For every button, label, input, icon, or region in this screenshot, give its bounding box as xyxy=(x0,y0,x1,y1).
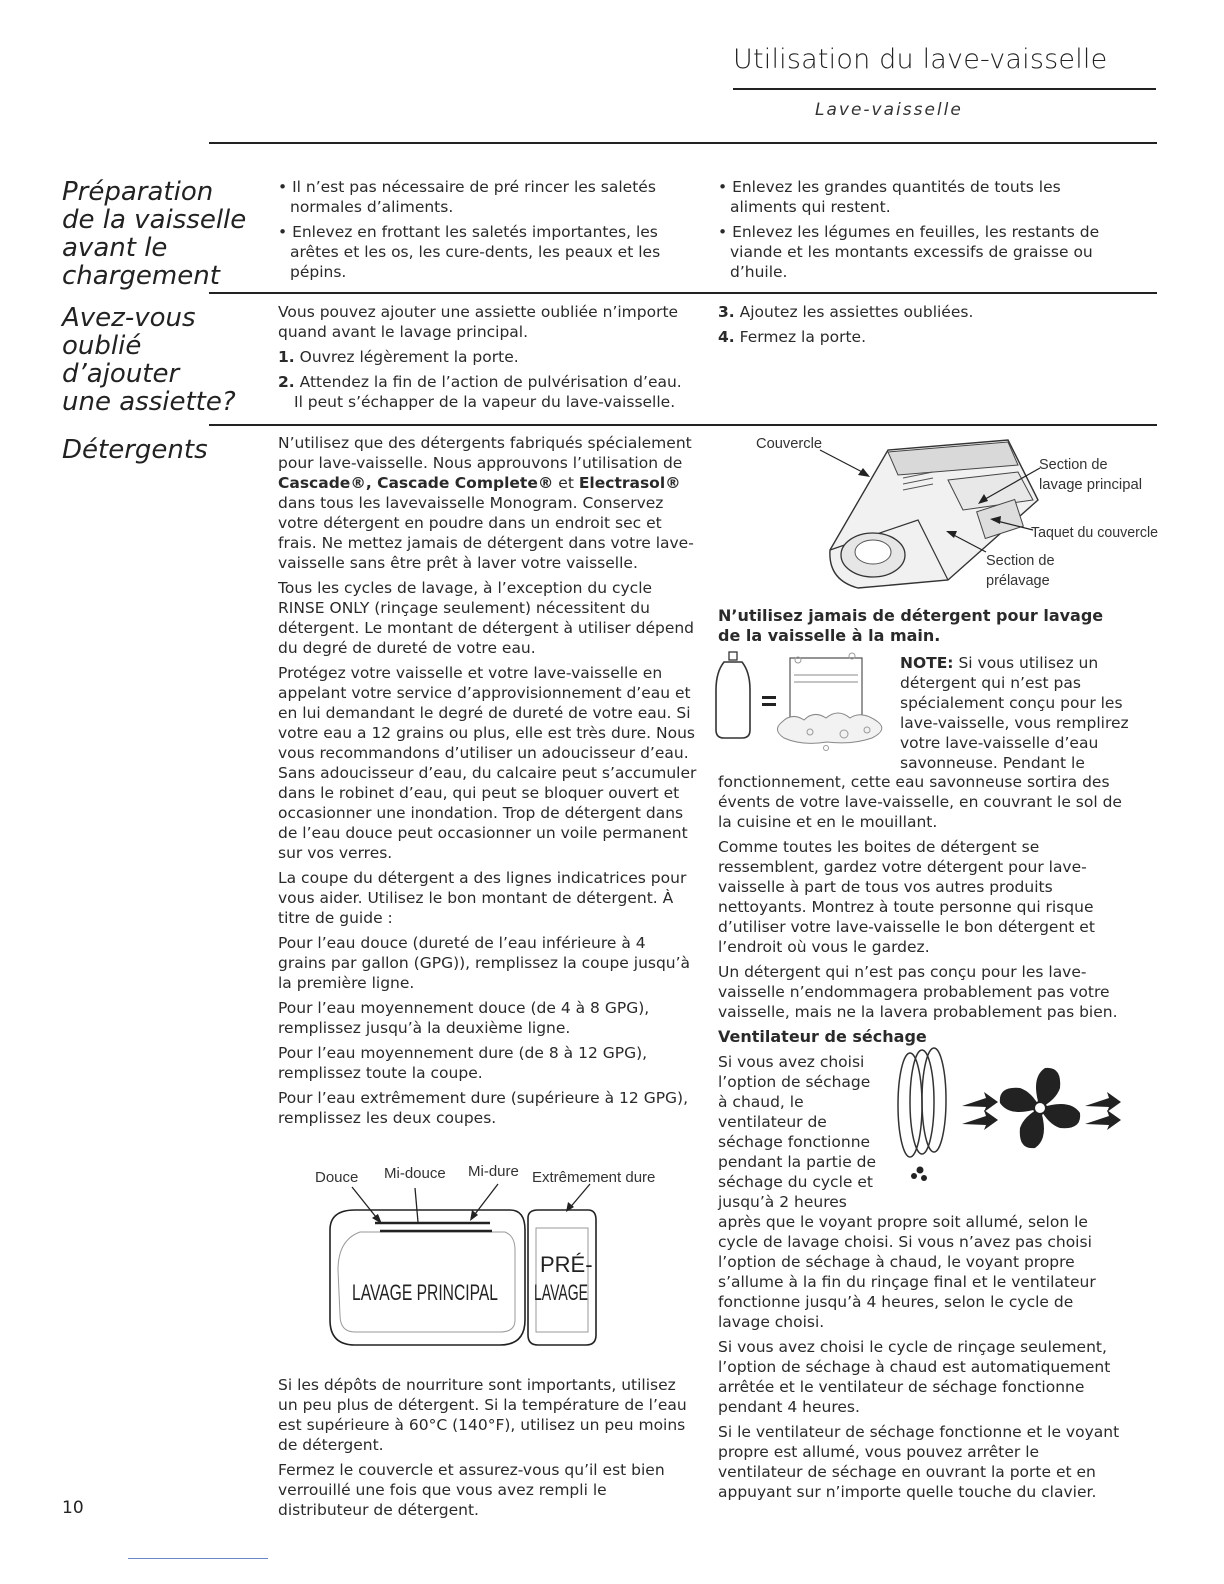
step-text: Attendez la fin de l’action de pulvérisation d’eau. Il peut s’échapper de la vapeur du lave-vaisselle. xyxy=(294,373,682,411)
step-text: Fermez la porte. xyxy=(739,328,866,346)
paragraph: Si les dépôts de nourriture sont importants, utilisez un peu plus de détergent. Si la température de l’eau est supérieure à 60°C (140°F), utilisez un peu moins de détergent. xyxy=(278,1376,687,1454)
title-line: avant le xyxy=(62,233,168,263)
preparation-right-column xyxy=(718,177,1128,287)
title-line: oublié xyxy=(62,331,142,361)
label-lid-latch: Taquet du couvercle xyxy=(1031,525,1158,541)
title-line: de la vaisselle xyxy=(62,205,247,235)
paragraph: Un détergent qui n’est pas conçu pour les lave-vaisselle n’endommagera probablement pas votre vaisselle, mais ne la lavera probablement pas bien. xyxy=(718,963,1118,1021)
forgot-left-column xyxy=(278,302,688,417)
fan-paragraph-1a: Si vous avez choisi l’option de séchage à chaud, le ventilateur de séchage fonctionne pendant la partie de séchage du cycle et jusqu’à 2 heures xyxy=(718,1053,877,1211)
note-label: NOTE: xyxy=(900,654,954,672)
text: N’utilisez que des détergents fabriqués spécialement pour lave-vaisselle. Nous approuvons l’utilisation de xyxy=(278,434,692,472)
soap-equals-suds-drawing xyxy=(712,650,894,765)
page-header-title: Utilisation du lave-vaisselle xyxy=(733,44,1108,75)
detergent-cup-drawing xyxy=(300,1160,700,1360)
cup-label-extreme: Extrêmement dure xyxy=(532,1169,656,1186)
paragraph: Si vous avez choisi le cycle de rinçage seulement, l’option de séchage à chaud est automatiquement arrêtée et le ventilateur de séchage fonctionne pendant 4 heures. xyxy=(718,1338,1111,1416)
bullet-item: • Enlevez en frottant les saletés importantes, les arêtes et les os, les cure-dents, les peaux et les pépins. xyxy=(278,223,661,281)
footer-rule xyxy=(128,1558,268,1559)
section-title-preparation xyxy=(62,178,246,290)
paragraph: Si le ventilateur de séchage fonctionne et le voyant propre est allumé, vous pouvez arrêter le ventilateur de séchage en ouvrant la porte et en appuyant sur n’importe quelle touche du clavier. xyxy=(718,1423,1120,1501)
text: dans tous les lavevaisselle Monogram. Conservez votre détergent en poudre dans un endroit sec et frais. Ne mettez jamais de détergent dans votre lave-vaisselle sans être prêt à laver votre vaisselle. xyxy=(278,494,694,572)
page-header-subtitle: Lave-vaisselle xyxy=(815,100,963,120)
cup-label-mi-douce: Mi-douce xyxy=(384,1165,446,1182)
title-line: Avez-vous xyxy=(62,303,196,333)
bullet-item: • Il n’est pas nécessaire de pré rincer les saletés normales d’aliments. xyxy=(278,178,656,216)
step-number: 4. xyxy=(718,328,735,346)
paragraph: Pour l’eau extrêmement dure (supérieure à 12 GPG), remplissez les deux coupes. xyxy=(278,1089,689,1127)
bullet-item: • Enlevez les grandes quantités de touts les aliments qui restent. xyxy=(718,178,1061,216)
step-number: 1. xyxy=(278,348,295,366)
cup-label-prewash-1: PRÉ- xyxy=(540,1252,593,1277)
paragraph: fonctionnement, cette eau savonneuse sortira des évents de votre lave-vaisselle, en couvrant le sol de la cuisine et en le mouillant. xyxy=(718,773,1122,831)
step-number: 2. xyxy=(278,373,295,391)
cup-label-douce: Douce xyxy=(315,1169,359,1186)
step-number: 3. xyxy=(718,303,735,321)
label-main-section-1: Section de xyxy=(1039,457,1108,473)
dispenser-drawing xyxy=(718,430,1168,595)
paragraph: Fermez le couvercle et assurez-vous qu’il est bien verrouillé une fois que vous avez rempli le distributeur de détergent. xyxy=(278,1461,665,1519)
forgot-intro: Vous pouvez ajouter une assiette oubliée n’importe quand avant le lavage principal. xyxy=(278,303,679,341)
drying-fan-drawing xyxy=(890,1030,1130,1195)
warning-block xyxy=(718,606,1128,651)
hand-soap-illustration xyxy=(712,650,894,765)
hand-wash-warning: N’utilisez jamais de détergent pour lavage de la vaisselle à la main. xyxy=(718,606,1104,645)
step-1 xyxy=(278,347,688,367)
section-rule xyxy=(209,424,1157,426)
label-prewash-section-1: Section de xyxy=(986,553,1055,569)
step-text: Ouvrez légèrement la porte. xyxy=(299,348,519,366)
cup-label-mi-dure: Mi-dure xyxy=(468,1163,519,1180)
label-main-section-2: lavage principal xyxy=(1039,477,1142,493)
step-4 xyxy=(718,327,1128,347)
brand-text: Cascade®, Cascade Complete® xyxy=(278,474,554,492)
bullet-item: • Enlevez les légumes en feuilles, les restants de viande et les montants excessifs de graisse ou d’huile. xyxy=(718,223,1100,281)
title-line: d’ajouter xyxy=(62,359,180,389)
page-number: 10 xyxy=(62,1498,84,1518)
section-title-forgot-dish xyxy=(62,304,236,416)
title-line: une assiette? xyxy=(62,387,236,417)
cup-label-prewash-2: LAVAGE xyxy=(534,1280,588,1305)
detergents-left-column xyxy=(278,433,698,1133)
drying-fan-illustration xyxy=(890,1030,1130,1195)
paragraph: Protégez votre vaisselle et votre lave-vaisselle en appelant votre service d’approvisionnement d’eau et en lui demandant le degré de dureté de votre eau. Si votre eau a 12 grains ou plus, elle est très dure. Nous vous recommandons d’utiliser un adoucisseur d’eau. Sans adoucisseur d’eau, du calcaire peut s’accumuler dans le robinet d’eau, qui peut se bloquer ouvert et occasionner une inondation. Trop de détergent dans de l’eau douce peut occasionner un voile permanent sur vos verres. xyxy=(278,664,697,862)
paragraph xyxy=(278,433,698,573)
paragraph: Tous les cycles de lavage, à l’exception du cycle RINSE ONLY (rinçage seulement) nécessitent du détergent. Le montant de détergent à utiliser dépend du degré de dureté de votre eau. xyxy=(278,579,695,657)
main-rule xyxy=(209,142,1157,144)
label-couvercle: Couvercle xyxy=(756,436,822,452)
detergents-left-bottom xyxy=(278,1375,698,1525)
step-2 xyxy=(278,372,688,412)
title-line: Préparation xyxy=(62,177,214,207)
brand-text: Electrasol® xyxy=(578,474,681,492)
detergents-right-column xyxy=(718,772,1128,1052)
dispenser-illustration xyxy=(718,430,1168,595)
section-rule xyxy=(209,292,1157,294)
label-prewash-section-2: prélavage xyxy=(986,573,1050,589)
paragraph: après que le voyant propre soit allumé, selon le cycle de lavage choisi. Si vous n’avez pas choisi l’option de séchage à chaud, le voyant propre s’allume à la fin du rinçage final et le ventilateur fonctionne jusqu’à 4 heures, selon le cycle de lavage choisi. xyxy=(718,1213,1096,1331)
title-line: chargement xyxy=(62,261,220,291)
fan-heading: Ventilateur de séchage xyxy=(718,1027,927,1046)
preparation-left-column xyxy=(278,177,688,287)
note-text: Si vous utilisez un détergent qui n’est pas spécialement conçu pour les lave-vaisselle, vous remplirez votre lave-vaisselle d’eau savonneuse. Pendant le xyxy=(900,654,1129,772)
detergent-cup-illustration xyxy=(300,1160,700,1360)
header-rule xyxy=(733,88,1156,90)
paragraph: Pour l’eau douce (dureté de l’eau inférieure à 4 grains par gallon (GPG)), remplissez la coupe jusqu’à la première ligne. xyxy=(278,934,691,992)
fan-text-column xyxy=(718,1212,1128,1507)
paragraph: La coupe du détergent a des lignes indicatrices pour vous aider. Utilisez le bon montant de détergent. À titre de guide : xyxy=(278,869,687,927)
step-3 xyxy=(718,302,1128,322)
forgot-right-column xyxy=(718,302,1128,352)
note-block xyxy=(900,653,1132,773)
step-text: Ajoutez les assiettes oubliées. xyxy=(739,303,974,321)
paragraph: Pour l’eau moyennement dure (de 8 à 12 GPG), remplissez toute la coupe. xyxy=(278,1044,648,1082)
cup-label-main-wash: LAVAGE PRINCIPAL xyxy=(352,1280,498,1305)
paragraph: Pour l’eau moyennement douce (de 4 à 8 GPG), remplissez jusqu’à la deuxième ligne. xyxy=(278,999,650,1037)
note-paragraph xyxy=(900,653,1132,773)
text: et xyxy=(558,474,574,492)
section-title-detergents: Détergents xyxy=(62,435,208,465)
fan-intro xyxy=(718,1052,883,1212)
paragraph: Comme toutes les boites de détergent se ressemblent, gardez votre détergent pour lave-vaisselle à part de tous vos autres produits nettoyants. Montrez à toute personne qui risque d’utiliser votre lave-vaisselle le bon détergent et l’endroit où vous le gardez. xyxy=(718,838,1095,956)
